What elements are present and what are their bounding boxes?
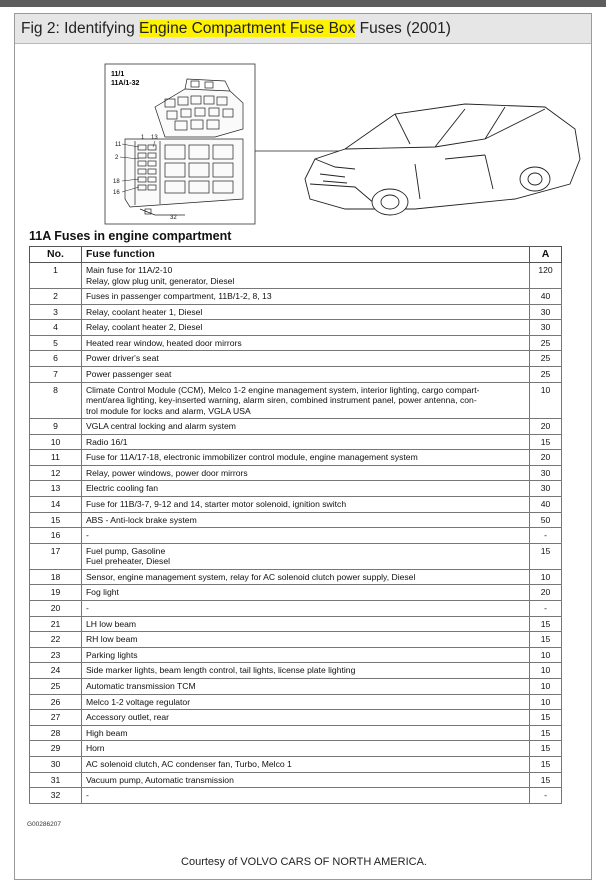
fuse-number: 16 — [30, 528, 82, 544]
table-row — [30, 320, 562, 336]
table-row — [30, 725, 562, 741]
fuse-number: 20 — [30, 601, 82, 617]
fuse-number: 17 — [30, 543, 82, 569]
fuse-amps: 120 — [530, 263, 562, 289]
fuse-number: 1 — [30, 263, 82, 289]
fuse-function: Fuse for 11A/17-18, electronic immobilizer control module, engine management system — [81, 450, 529, 466]
fuse-number: 2 — [30, 289, 82, 305]
fuse-amps: 15 — [530, 725, 562, 741]
fuse-amps: 25 — [530, 335, 562, 351]
fuse-function: RH low beam — [81, 632, 529, 648]
table-row — [30, 351, 562, 367]
fuse-function: - — [81, 528, 529, 544]
table-row — [30, 304, 562, 320]
fuse-amps: - — [530, 601, 562, 617]
fuse-number: 4 — [30, 320, 82, 336]
courtesy-line: Courtesy of VOLVO CARS OF NORTH AMERICA. — [181, 856, 427, 868]
fuse-number: 5 — [30, 335, 82, 351]
table-row — [30, 335, 562, 351]
fuse-function: High beam — [81, 725, 529, 741]
fuse-table — [29, 246, 562, 804]
fuse-amps: 15 — [530, 616, 562, 632]
fuse-function: Vacuum pump, Automatic transmission — [81, 772, 529, 788]
fuse-function: Melco 1-2 voltage regulator — [81, 694, 529, 710]
fuse-function: Sensor, engine management system, relay for AC solenoid clutch power supply, Diesel — [81, 569, 529, 585]
fuse-amps: 30 — [530, 481, 562, 497]
fuse-number: 29 — [30, 741, 82, 757]
table-row — [30, 497, 562, 513]
fuse-function: ABS - Anti-lock brake system — [81, 512, 529, 528]
table-row — [30, 616, 562, 632]
table-title: 11A Fuses in engine compartment — [29, 229, 232, 243]
fuse-box-diagram — [15, 59, 593, 239]
inset-label-2: 11A/1-32 — [111, 80, 140, 87]
fuse-number: 23 — [30, 647, 82, 663]
fuse-amps: 15 — [530, 632, 562, 648]
fuse-amps: 10 — [530, 678, 562, 694]
fuse-number: 30 — [30, 756, 82, 772]
table-row — [30, 632, 562, 648]
fuse-function: AC solenoid clutch, AC condenser fan, Turbo, Melco 1 — [81, 756, 529, 772]
fuse-amps: - — [530, 528, 562, 544]
fuse-number: 26 — [30, 694, 82, 710]
fuse-number: 7 — [30, 366, 82, 382]
table-row — [30, 512, 562, 528]
fuse-function: Radio 16/1 — [81, 434, 529, 450]
fuse-amps: 30 — [530, 320, 562, 336]
fuse-amps: 15 — [530, 756, 562, 772]
fuse-function: - — [81, 601, 529, 617]
table-row — [30, 678, 562, 694]
top-bar — [0, 0, 606, 7]
table-row — [30, 366, 562, 382]
fuse-number: 22 — [30, 632, 82, 648]
table-row — [30, 263, 562, 289]
fuse-amps: 20 — [530, 419, 562, 435]
table-row — [30, 663, 562, 679]
table-row — [30, 569, 562, 585]
header-amps: A — [530, 247, 562, 263]
fuse-function: Fuses in passenger compartment, 11B/1-2, 8, 13 — [81, 289, 529, 305]
fuse-function: Main fuse for 11A/2-10 Relay, glow plug unit, generator, Diesel — [81, 263, 529, 289]
table-row — [30, 450, 562, 466]
table-row — [30, 772, 562, 788]
fuse-number: 18 — [30, 569, 82, 585]
fuse-table-body — [30, 263, 562, 804]
fuse-amps: 15 — [530, 710, 562, 726]
table-row — [30, 601, 562, 617]
fuse-amps: 30 — [530, 304, 562, 320]
figure-code: G00286207 — [27, 821, 61, 828]
callout-13: 13 — [151, 135, 158, 141]
fuse-function: Accessory outlet, rear — [81, 710, 529, 726]
fuse-number: 10 — [30, 434, 82, 450]
fuse-function: Fuel pump, Gasoline Fuel preheater, Diesel — [81, 543, 529, 569]
fuse-function: Fuse for 11B/3-7, 9-12 and 14, starter motor solenoid, ignition switch — [81, 497, 529, 513]
table-row — [30, 382, 562, 419]
fuse-number: 11 — [30, 450, 82, 466]
table-row — [30, 465, 562, 481]
fuse-function: Automatic transmission TCM — [81, 678, 529, 694]
fuse-amps: 20 — [530, 585, 562, 601]
table-row — [30, 481, 562, 497]
fuse-number: 28 — [30, 725, 82, 741]
fuse-amps: 25 — [530, 351, 562, 367]
fuse-amps: 10 — [530, 382, 562, 419]
fuse-number: 25 — [30, 678, 82, 694]
figure-caption — [15, 14, 591, 44]
fuse-function: Climate Control Module (CCM), Melco 1-2 engine management system, interior lighting, cargo compart- ment/area lighting, key-inserted warning, alarm siren, combined instrument panel, power antenna, con- trol module for locks and alarm, VGLA USA — [81, 382, 529, 419]
fuse-amps: 10 — [530, 694, 562, 710]
fuse-number: 19 — [30, 585, 82, 601]
table-row — [30, 419, 562, 435]
header-function: Fuse function — [81, 247, 529, 263]
fuse-number: 27 — [30, 710, 82, 726]
fuse-function: - — [81, 788, 529, 804]
fuse-amps: 15 — [530, 741, 562, 757]
fuse-amps: 50 — [530, 512, 562, 528]
fuse-function: Parking lights — [81, 647, 529, 663]
fuse-amps: 10 — [530, 663, 562, 679]
fuse-number: 6 — [30, 351, 82, 367]
fuse-amps: 25 — [530, 366, 562, 382]
fuse-number: 12 — [30, 465, 82, 481]
inset-label-1: 11/1 — [111, 71, 125, 78]
fuse-number: 13 — [30, 481, 82, 497]
fuse-function: Relay, coolant heater 1, Diesel — [81, 304, 529, 320]
callout-1: 1 — [141, 135, 145, 141]
fuse-number: 21 — [30, 616, 82, 632]
fuse-function: Horn — [81, 741, 529, 757]
fuse-number: 14 — [30, 497, 82, 513]
fuse-function: Relay, power windows, power door mirrors — [81, 465, 529, 481]
fuse-amps: 10 — [530, 647, 562, 663]
table-row — [30, 647, 562, 663]
fuse-function: VGLA central locking and alarm system — [81, 419, 529, 435]
fuse-number: 9 — [30, 419, 82, 435]
fuse-function: Side marker lights, beam length control, tail lights, license plate lighting — [81, 663, 529, 679]
table-row — [30, 756, 562, 772]
fuse-amps: 20 — [530, 450, 562, 466]
table-row — [30, 788, 562, 804]
caption-highlight: Engine Compartment Fuse Box — [139, 20, 356, 37]
table-row — [30, 543, 562, 569]
fuse-function: Heated rear window, heated door mirrors — [81, 335, 529, 351]
fuse-function: Fog light — [81, 585, 529, 601]
callout-18: 18 — [113, 179, 120, 185]
fuse-number: 8 — [30, 382, 82, 419]
fuse-number: 3 — [30, 304, 82, 320]
callout-11: 11 — [115, 142, 122, 148]
callout-32: 32 — [170, 215, 177, 221]
table-row — [30, 289, 562, 305]
fuse-number: 24 — [30, 663, 82, 679]
figure-frame — [14, 13, 592, 880]
fuse-amps: 15 — [530, 543, 562, 569]
table-row — [30, 585, 562, 601]
fuse-function: Power passenger seat — [81, 366, 529, 382]
callout-16: 16 — [113, 190, 120, 196]
fuse-amps: 15 — [530, 434, 562, 450]
fuse-amps: 10 — [530, 569, 562, 585]
fuse-amps: - — [530, 788, 562, 804]
fuse-function: LH low beam — [81, 616, 529, 632]
car-drawing — [305, 104, 580, 215]
fuse-amps: 30 — [530, 465, 562, 481]
fuse-amps: 40 — [530, 289, 562, 305]
fuse-number: 32 — [30, 788, 82, 804]
table-row — [30, 434, 562, 450]
table-row — [30, 694, 562, 710]
callout-2: 2 — [115, 155, 119, 161]
table-row — [30, 710, 562, 726]
fuse-function: Relay, coolant heater 2, Diesel — [81, 320, 529, 336]
fuse-number: 15 — [30, 512, 82, 528]
fuse-function: Electric cooling fan — [81, 481, 529, 497]
table-row — [30, 528, 562, 544]
fuse-amps: 40 — [530, 497, 562, 513]
fuse-amps: 15 — [530, 772, 562, 788]
table-row — [30, 741, 562, 757]
fuse-number: 31 — [30, 772, 82, 788]
fuse-function: Power driver's seat — [81, 351, 529, 367]
caption-prefix: Fig 2: Identifying — [21, 20, 140, 37]
caption-suffix: Fuses (2001) — [355, 20, 451, 37]
header-no: No. — [30, 247, 82, 263]
